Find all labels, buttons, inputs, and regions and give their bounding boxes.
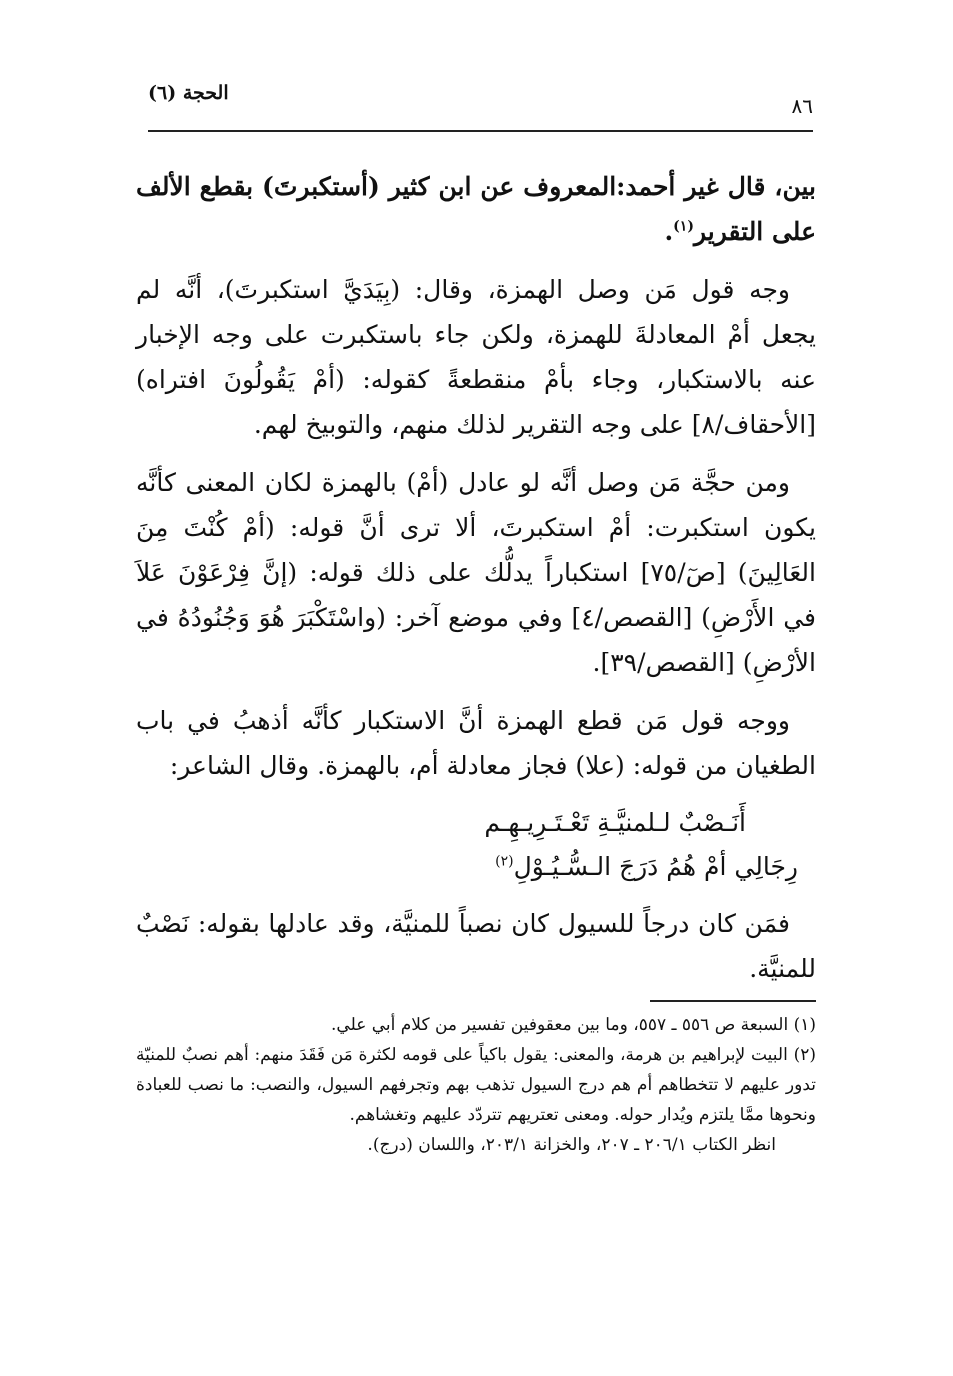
paragraph-4: ووجه قول مَن قطع الهمزة أنَّ الاستكبار كأنَّه أذهبُ في باب الطغيان من قوله: (علا) فجاز معادلة أم، بالهمزة. وقال الشاعر:	[136, 706, 816, 780]
verse-line-1: أَنَـصْبٌ لـلمنيَّـةِ تَعْـتَـرِيـهِـم	[484, 808, 746, 837]
poetry-verse	[136, 801, 816, 889]
header-rule	[148, 130, 813, 132]
footnotes	[136, 1010, 816, 1160]
footnote-1: (١) السبعة ص ٥٥٦ ـ ٥٥٧، وما بين معقوفين تفسير من كلام أبي علي.	[331, 1015, 816, 1035]
main-text	[136, 164, 816, 1004]
footnote-rule	[650, 1000, 816, 1002]
running-title: الحجة (٦)	[148, 82, 229, 104]
page-number: ٨٦	[791, 94, 813, 118]
paragraph-5: فمَن كان درجاً للسيول كان نصباً للمنيَّة، وقد عادلها بقوله: نَصْبٌ للمنيَّة.	[136, 909, 816, 983]
paragraph-1: بين، قال غير أحمد:المعروف عن ابن كثير (أستكبرتَ) بقطع الألف على التقرير$^{(١)}$.	[136, 172, 816, 246]
paragraph-1-text: بين، قال غير أحمد:المعروف عن ابن كثير (أستكبرتَ) بقطع الألف على التقرير	[136, 172, 816, 246]
paragraph-3: ومن حجَّة مَن وصل أنَّه لو عادل (أمْ) بالهمزة لكان المعنى كأنَّه يكون استكبرت: أمْ استكبرتَ، ألا ترى أنَّ قوله: (أمْ كُنْتَ مِنَ العَالِينَ) [صٓ/٧٥] استكباراً يدلُّك على ذلك قوله: (إنَّ فِرْعَوْنَ عَلاَ في الأَرْضِ) [القصص/٤] وفي موضع آخر: (واسْتَكْبَرَ هُوَ وَجُنُودُهُ في الأرْضِ) [القصص/٣٩].	[136, 468, 816, 677]
footnote-2-references: انظر الكتاب ٢٠٦/١ ـ ٢٠٧، والخزانة ٢٠٣/١، واللسان (درج).	[367, 1135, 776, 1155]
footnote-2: (٢) البيت لإبراهيم بن هرمة، والمعنى: يقول باكياً على قومه لكثرة مَن فَقَدَ منهم: أهم نصبٌ للمنيّة تدور عليهم لا تتخطاهم أم هم درج السيول تذهب بهم وتجرفهم السيول، والنصب: ما نصب للعبادة ونحوها ممَّا يلتزم ويُدار حوله. ومعنى تعتريهم تتردّد عليهم وتغشاهم.	[136, 1045, 816, 1125]
verse-line-2	[136, 845, 816, 889]
paragraph-2: وجه قول مَن وصل الهمزة، وقال: (بِيَدَيَّ استكبرتَ)، أنَّه لم يجعل أمْ المعادلةَ للهمزة، ولكن جاء باستكبرت على وجه الإخبار عنه بالاستكبار، وجاء بأمْ منقطعةً كقوله: (أمْ يَقُولُونَ افتراه) [الأحقاف/٨] على وجه التقرير لذلك منهم، والتوبيخ لهم.	[136, 275, 816, 439]
footnote-marker-1: (١)	[673, 218, 694, 235]
verse-line-2-text: رِجَالِي أمْ هُمُ دَرَجَ الـسُّـيُـوْلِ	[513, 852, 798, 881]
footnote-marker-2: (٢)	[495, 853, 514, 870]
